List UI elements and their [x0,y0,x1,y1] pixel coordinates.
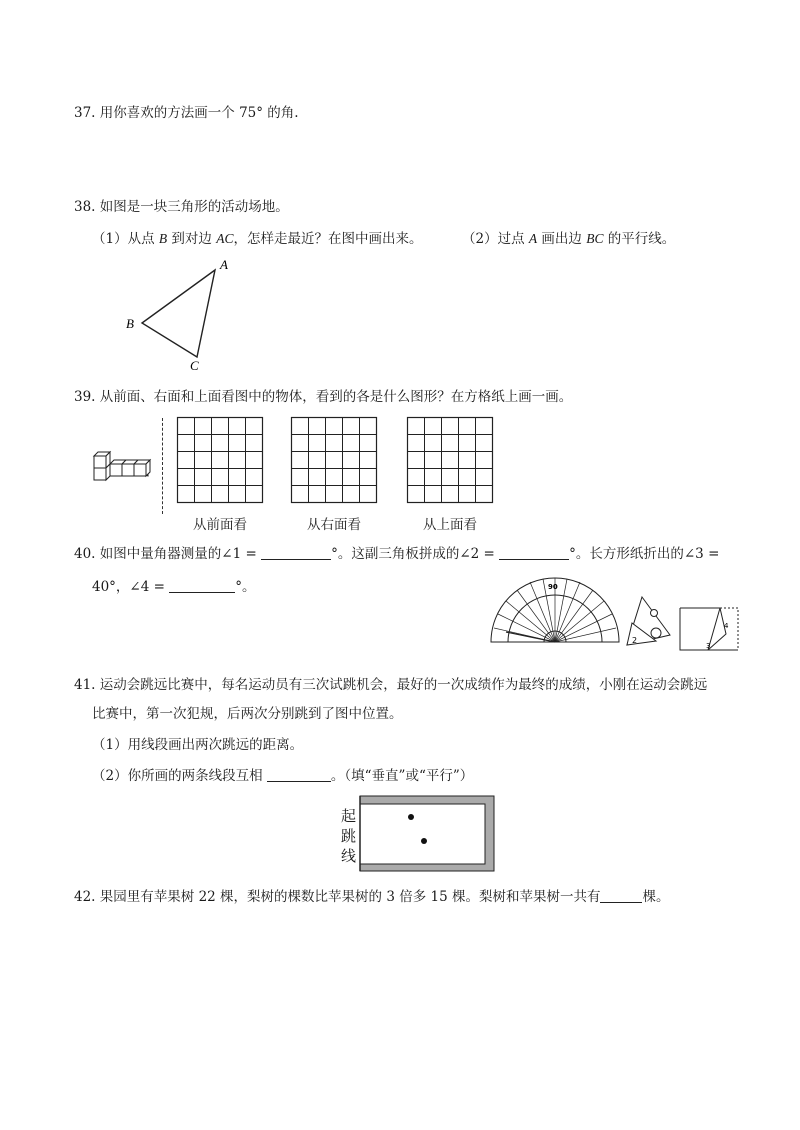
q39-cube-figure [90,448,155,490]
q41-line-2: 比赛中，第一次犯规，后两次分别跳到了图中位置。 [92,706,403,722]
answer-blank-angle1[interactable] [261,545,331,560]
angle-3-label: 3 [706,642,711,650]
grid-top-view[interactable] [407,417,493,503]
caption-front: 从前面看 [193,517,247,533]
folded-paper-figure [680,606,740,654]
q37-number: 37. [74,105,96,121]
caption-right: 从右面看 [307,517,361,533]
q39-line [74,388,572,406]
vertex-a-label: A [220,257,228,272]
q38-part1: （1）从点 B 到对边 AC，怎样走最近？在图中画出来。 [92,231,423,247]
q39-number: 39. [74,389,96,405]
q42-number: 42. [74,889,96,905]
answer-blank-angle2[interactable] [499,545,569,560]
jump-point-1 [408,814,414,820]
angle-4-label: 4 [724,622,729,630]
q38-part2: （2）过点 A 画出边 BC 的平行线。 [462,231,676,247]
caption-top: 从上面看 [423,517,477,533]
q37-text: 用你喜欢的方法画一个 75° [99,105,264,121]
q41-part1: （1）用线段画出两次跳远的距离。 [92,737,304,753]
q41-line-1: 41. 运动会跳远比赛中，每名运动员有三次试跳机会，最好的一次成绩作为最终的成绩，小刚在运动会跳远 [74,677,708,693]
protractor-90-label: 90 [548,583,558,591]
q41-number: 41. [74,677,96,693]
q40-line-1: 40. 如图中量角器测量的∠1 = °。这副三角板拼成的∠2 = °。长方形纸折出的∠3 = [74,546,720,562]
long-jump-pit [360,796,495,872]
start-line-label: 起 跳 线 [341,807,357,865]
q40-number: 40. [74,546,96,562]
q38-triangle-figure [120,255,250,375]
angle-2-label: 2 [632,636,638,645]
grid-right-view[interactable] [291,417,377,503]
grid-front-view[interactable] [177,417,263,503]
triangle-abc [142,270,215,357]
q38-text: 如图是一块三角形的活动场地。 [99,199,289,215]
q39-text: 从前面、右面和上面看图中的物体，看到的各是什么图形？在方格纸上画一画。 [99,389,573,405]
triangle-set-figure [624,595,676,649]
q41-part2: （2）你所画的两条线段互相 。（填“垂直”或“平行”） [92,768,474,784]
q37-text-end: 的角. [263,105,299,121]
q42-line: 42. 果园里有苹果树 22 棵，梨树的棵数比苹果树的 3 倍多 15 棵。梨树和苹果树一共有 棵。 [74,889,670,905]
answer-blank-angle4[interactable] [169,578,235,593]
protractor-figure [488,570,623,650]
q38-number: 38. [74,199,96,215]
q40-line-2: 40°，∠4 = °。 [92,579,256,595]
vertex-b-label: B [126,316,134,331]
vertex-c-label: C [190,358,199,373]
q37-line [74,104,299,122]
answer-blank-total[interactable] [600,888,642,903]
jump-point-2 [421,838,427,844]
q38-line [74,198,289,216]
dashed-divider [162,418,163,514]
answer-blank-relation[interactable] [267,767,331,782]
